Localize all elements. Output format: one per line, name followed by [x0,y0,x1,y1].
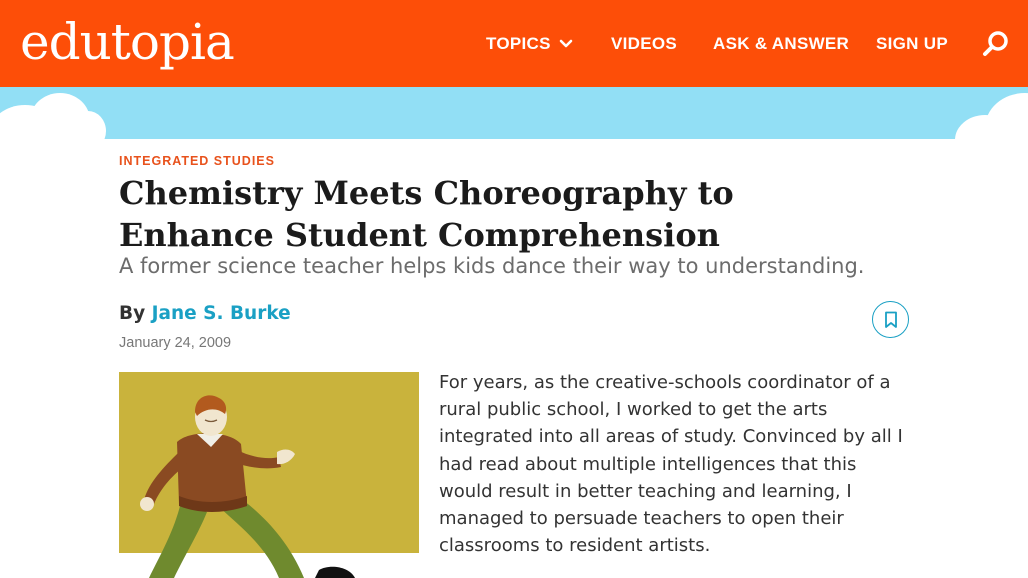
article-subtitle: A former science teacher helps kids dance their way to understanding. [119,254,865,278]
nav-topics-label: TOPICS [486,33,551,53]
edutopia-logo[interactable]: edutopia [20,13,234,71]
bookmark-button[interactable] [872,301,909,338]
cloud-right [985,93,1028,139]
cloud-left [70,111,106,139]
nav-ask-answer[interactable]: ASK & ANSWER [713,33,850,53]
sky-banner [0,87,1028,139]
bookmark-icon [884,311,898,329]
dancing-teacher-image [119,372,419,578]
publish-date: January 24, 2009 [119,335,232,351]
article-illustration [119,372,419,578]
chevron-down-icon [559,39,573,49]
by-label: By [119,303,146,324]
topic-kicker[interactable]: INTEGRATED STUDIES [119,154,275,168]
page-title: Chemistry Meets Choreography to Enhance Student Comprehension [119,174,734,254]
nav-videos[interactable]: VIDEOS [611,33,678,53]
search-icon[interactable] [982,30,1010,58]
nav-sign-up[interactable]: SIGN UP [876,33,949,53]
article-body-paragraph: For years, as the creative-schools coordinator of a rural public school, I worked to get the arts integrated into all areas of study. Convinced by all I had read about multiple intelligences that this would result in better teaching and learning, I managed to persuade teachers to open their classrooms to resident artists. [439,372,903,557]
site-header [0,0,1028,87]
nav-topics[interactable] [486,0,573,87]
author-link[interactable]: Jane S. Burke [151,303,291,324]
byline [119,303,291,324]
